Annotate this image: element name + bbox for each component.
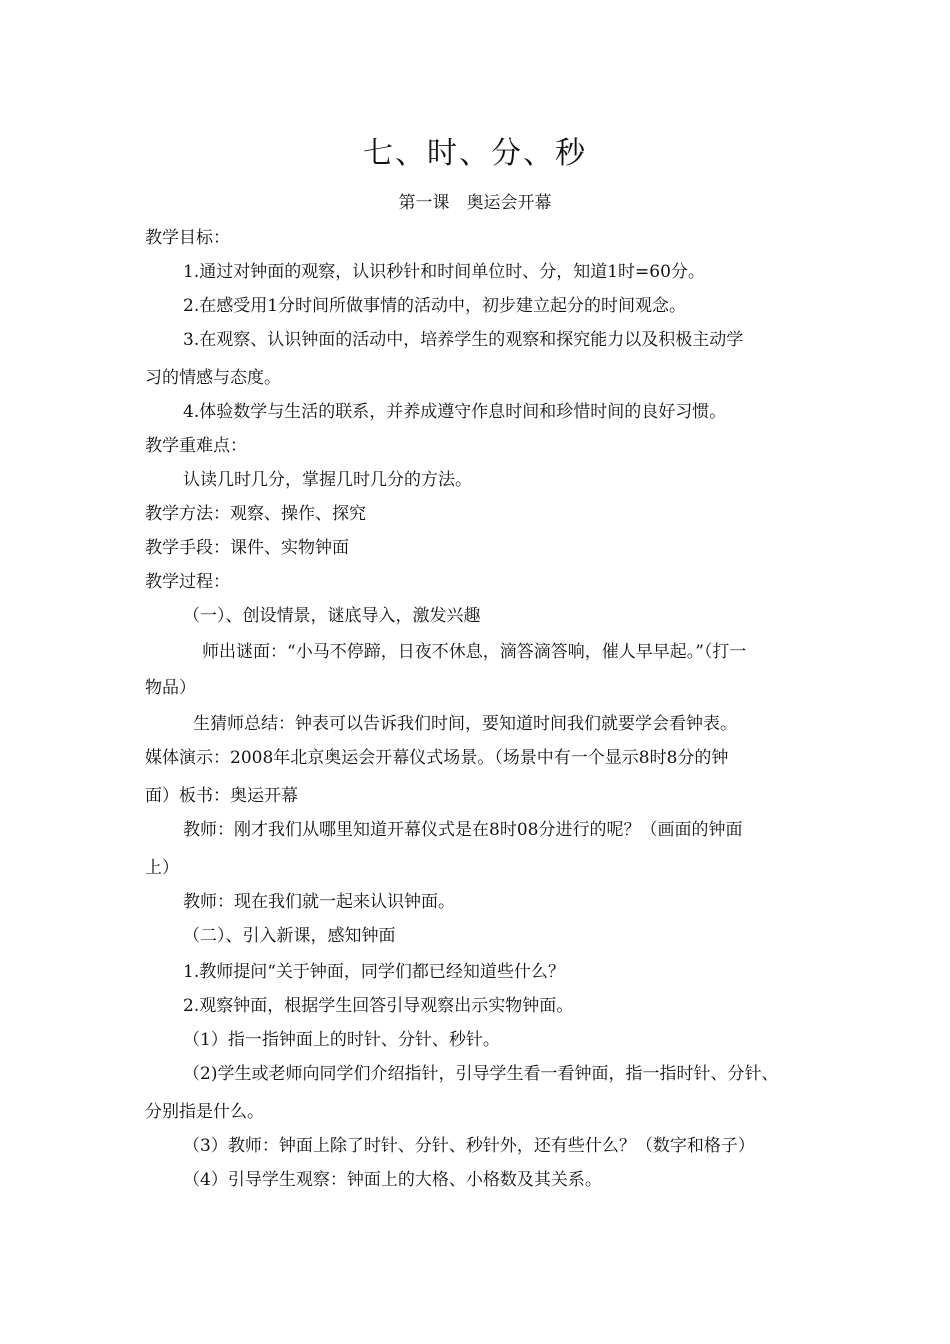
teacher-intro: 教师：现在我们就一起来认识钟面。 (183, 892, 455, 912)
substep-4: （4）引导学生观察：钟面上的大格、小格数及其关系。 (183, 1170, 602, 1190)
media-demo-continued: 面）板书：奥运开幕 (145, 786, 298, 806)
section-2-heading: （二）、引入新课，感知钟面 (183, 926, 396, 946)
media-demo: 媒体演示：2008年北京奥运会开幕仪式场景。（场景中有一个显示8时8分的钟 (145, 748, 729, 768)
lesson-subtitle: 第一课 奥运会开幕 (398, 193, 552, 213)
section-1-heading: （一）、创设情景，谜底导入，激发兴趣 (183, 606, 481, 626)
step-1: 1.教师提问“关于钟面，同学们都已经知道些什么？ (183, 962, 565, 982)
heading-process: 教学过程： (145, 572, 230, 592)
heading-objectives: 教学目标： (145, 228, 230, 248)
step-2: 2.观察钟面，根据学生回答引导观察出示实物钟面。 (183, 996, 574, 1016)
key-points-text: 认读几时几分，掌握几时几分的方法。 (183, 470, 472, 490)
objective-4: 4.体验数学与生活的联系，并养成遵守作息时间和珍惜时间的良好习惯。 (183, 402, 727, 422)
teaching-methods: 教学方法：观察、操作、探究 (145, 504, 366, 524)
objective-2: 2.在感受用1分时间所做事情的活动中，初步建立起分的时间观念。 (183, 296, 687, 316)
substep-3: （3）教师：钟面上除了时针、分针、秒针外，还有些什么？（数字和格子） (183, 1136, 755, 1156)
substep-1: （1）指一指钟面上的时针、分针、秒针。 (183, 1030, 500, 1050)
teaching-tools: 教学手段：课件、实物钟面 (145, 538, 349, 558)
substep-2: （2)学生或老师向同学们介绍指针，引导学生看一看钟面，指一指时针、分针、 (183, 1064, 779, 1084)
substep-2-continued: 分别指是什么。 (145, 1102, 264, 1122)
heading-key-points: 教学重难点： (145, 436, 247, 456)
teacher-question-continued: 上） (145, 858, 179, 878)
objective-1: 1.通过对钟面的观察，认识秒针和时间单位时、分，知道1时=60分。 (183, 262, 705, 282)
objective-3-continued: 习的情感与态度。 (145, 368, 281, 388)
page-title: 七、时、分、秒 (363, 136, 587, 171)
riddle-line-continued: 物品） (145, 678, 196, 698)
teacher-summary: 生猜师总结：钟表可以告诉我们时间，要知道时间我们就要学会看钟表。 (193, 714, 737, 734)
teacher-question: 教师：刚才我们从哪里知道开幕仪式是在8时08分进行的呢？（画面的钟面 (183, 820, 743, 840)
riddle-line: 师出谜面：“小马不停蹄，日夜不休息，滴答滴答响，催人早早起。”（打一 (202, 642, 747, 662)
objective-3: 3.在观察、认识钟面的活动中，培养学生的观察和探究能力以及积极主动学 (183, 330, 744, 350)
